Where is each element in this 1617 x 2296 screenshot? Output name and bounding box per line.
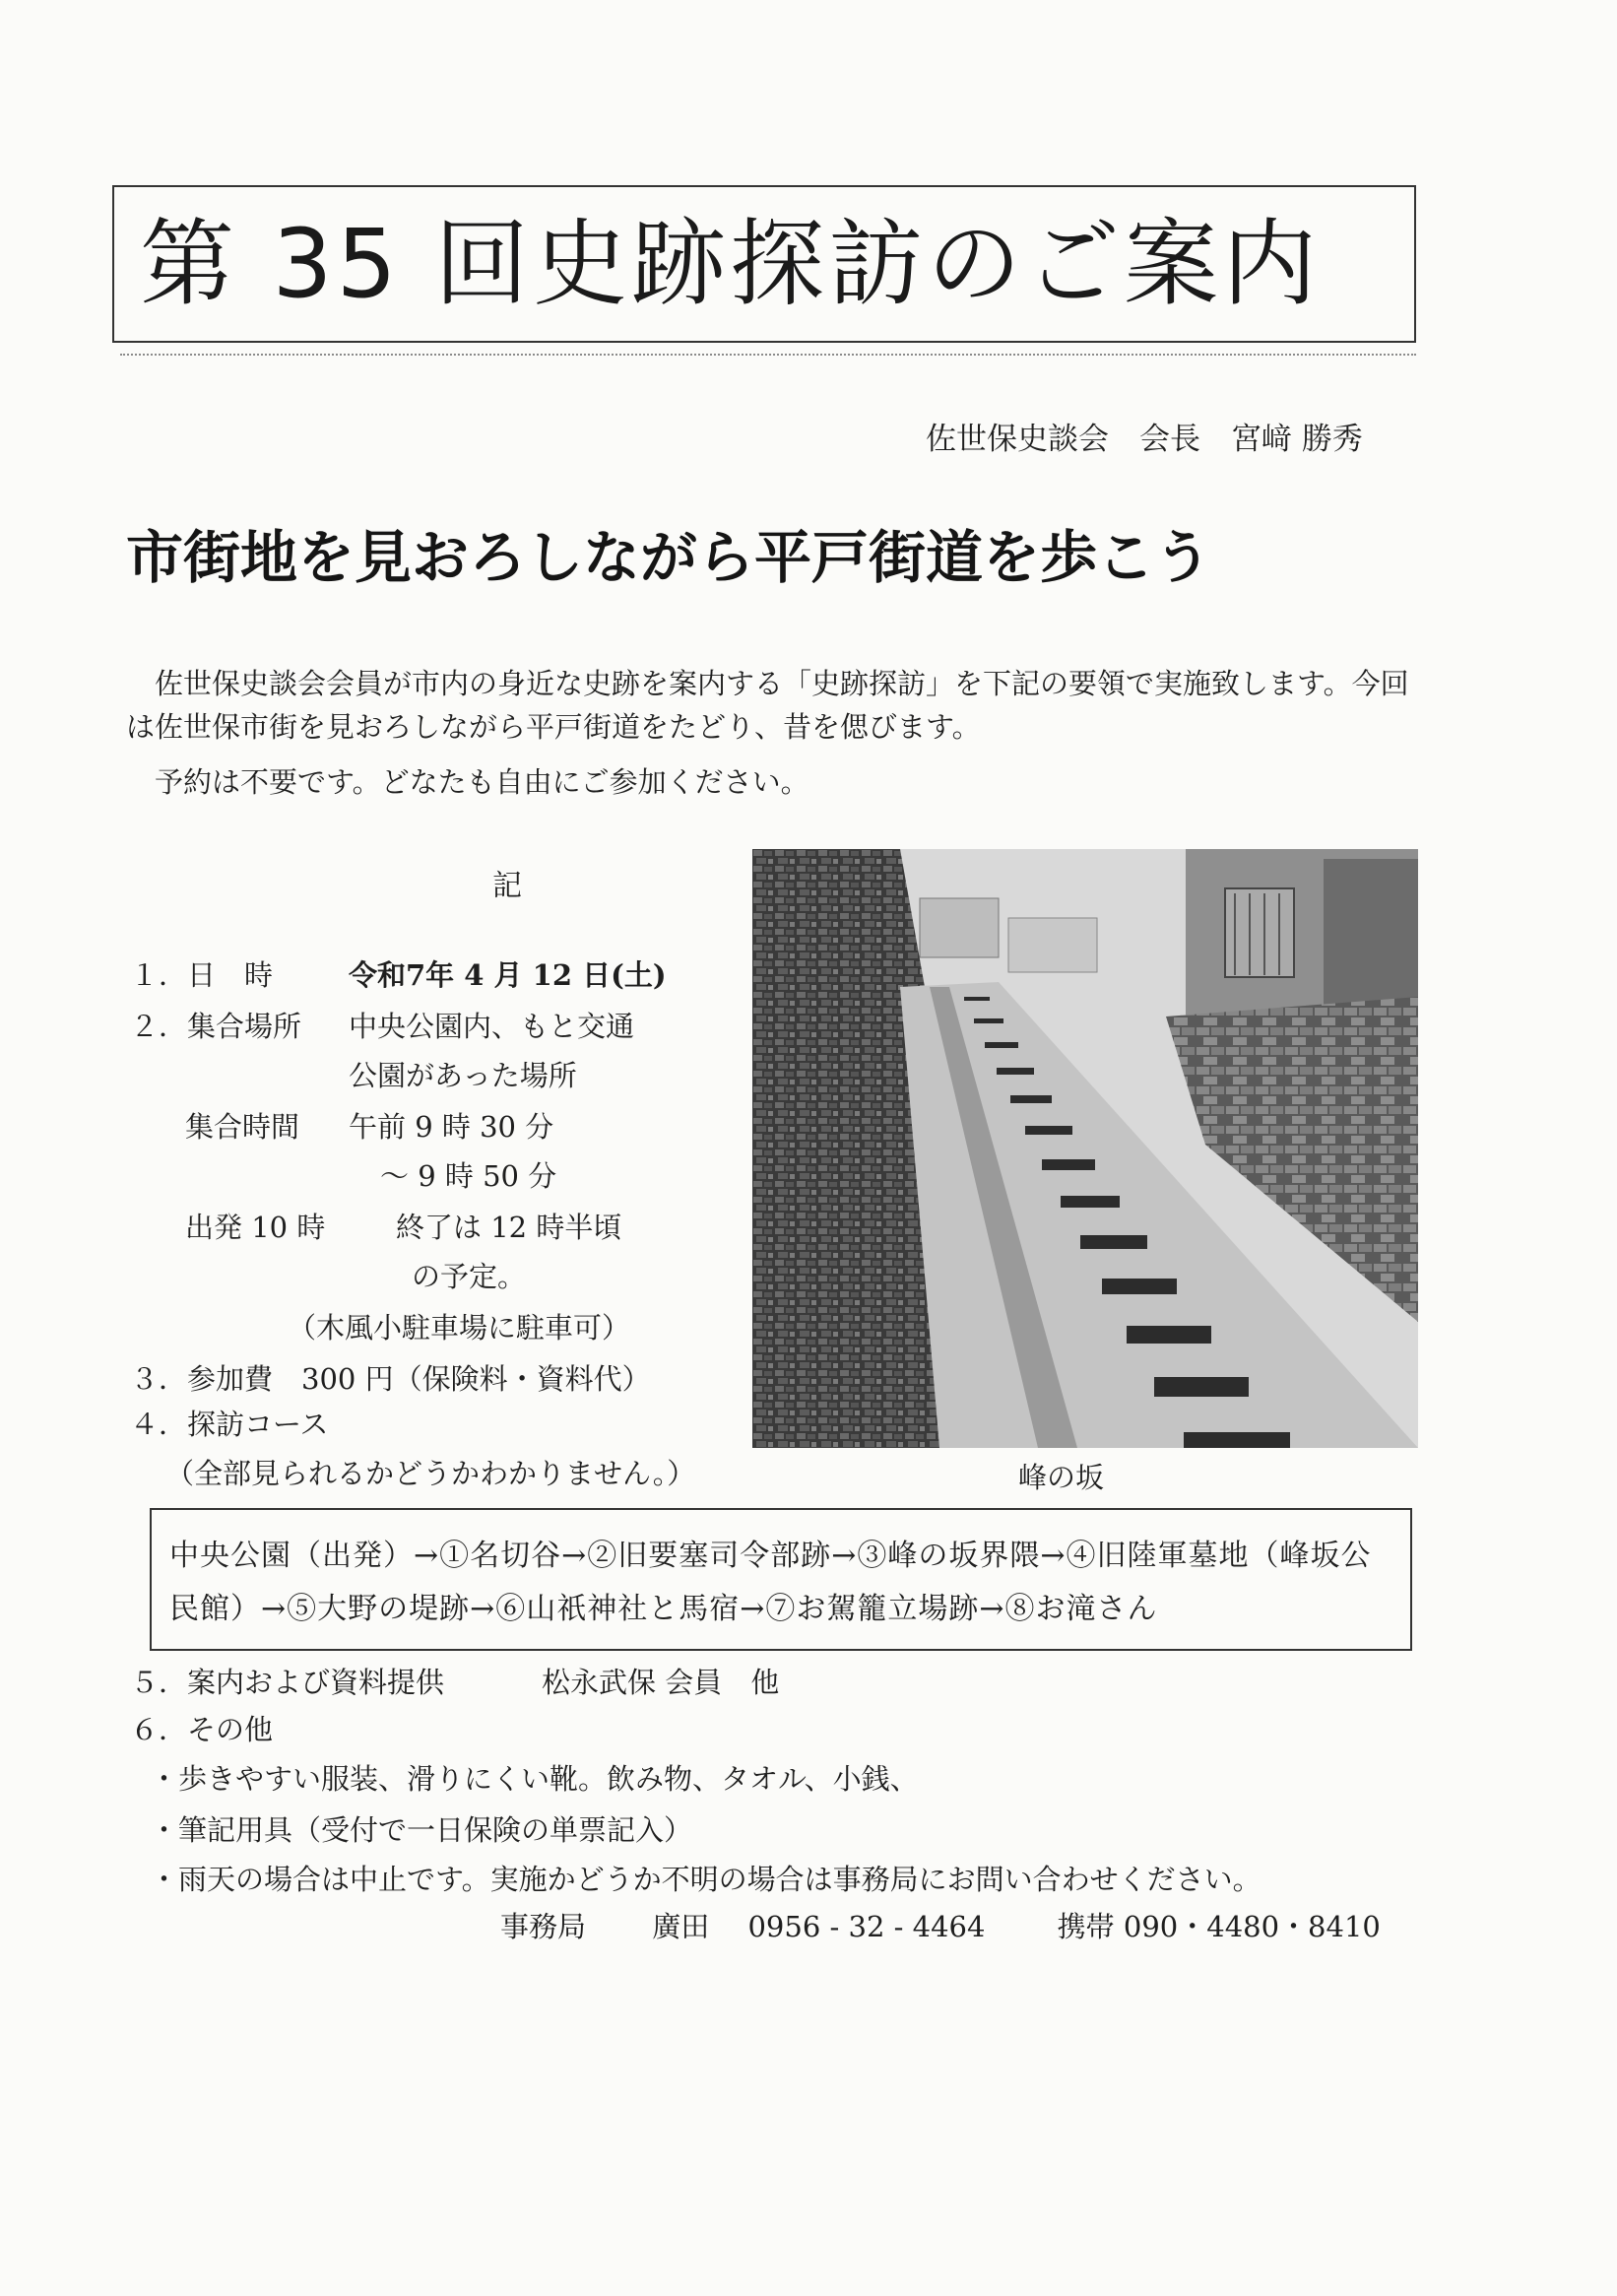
gather-time-value-a: 午前 9 時 30 分	[349, 1110, 554, 1144]
intro-paragraph: 佐世保史談会会員が市内の身近な史跡を案内する「史跡探訪」を下記の要領で実施致します。今回は佐世保市街を見おろしながら平戸街道をたどり、昔を偲びます。	[126, 667, 1409, 744]
route-text: 中央公園（出発）→①名切谷→②旧要塞司令部跡→③峰の坂界隈→④旧陸軍墓地（峰坂公民館）→⑤大野の堤跡→⑥山祇神社と馬宿→⑦お駕籠立場跡→⑧お滝さん	[169, 1539, 1372, 1626]
gather-time-value-b: ～ 9 時 50 分	[380, 1159, 557, 1193]
item6-other: ６．その他	[130, 1713, 274, 1746]
contact-mobile: 携帯 090・4480・8410	[1057, 1910, 1381, 1943]
contact-name: 廣田	[652, 1910, 710, 1943]
item2-label: ２．集合場所	[130, 1010, 302, 1043]
item2-value-b: 公園があった場所	[349, 1059, 577, 1092]
ki-heading: 記	[492, 869, 522, 903]
slope-photo	[752, 849, 1418, 1448]
item2-value-a: 中央公園内、もと交通	[349, 1010, 635, 1043]
contact-line	[500, 1905, 1381, 1948]
route-box	[150, 1508, 1412, 1651]
item3-fee: ３．参加費 300 円（保険料・資料代）	[130, 1362, 651, 1396]
author-line: 佐世保史談会 会長 宮﨑 勝秀	[926, 422, 1363, 457]
intro-note: 予約は不要です。どなたも自由にご参加ください。	[155, 765, 809, 799]
item5-value: 松永武保 会員 他	[542, 1666, 780, 1699]
headline: 市街地を見おろしながら平戸街道を歩こう	[126, 524, 1212, 591]
item1-label: １．日 時	[130, 958, 274, 992]
title-divider	[120, 354, 1416, 356]
page-title: 第 35 回史跡探訪のご案内	[140, 209, 1322, 319]
item4-note: （全部見られるかどうかわかりません。）	[165, 1457, 696, 1490]
parking-note: （木風小駐車場に駐車可）	[288, 1311, 631, 1345]
bullet-writing: ・筆記用具（受付で一日保険の単票記入）	[150, 1813, 693, 1847]
bullet-clothing: ・歩きやすい服装、滑りにくい靴。飲み物、タオル、小銭、	[150, 1762, 919, 1796]
end-time-a: 終了は 12 時半頃	[396, 1211, 622, 1244]
gather-time-label: 集合時間	[185, 1110, 300, 1144]
photo-caption: 峰の坂	[1018, 1461, 1105, 1494]
title-box	[112, 185, 1416, 343]
contact-phone: 0956 - 32 - 4464	[747, 1910, 986, 1943]
bullet-rain: ・雨天の場合は中止です。実施かどうか不明の場合は事務局にお問い合わせください。	[150, 1863, 1261, 1896]
item5-label: ５．案内および資料提供	[130, 1666, 445, 1699]
item1-value: 令和7年 4 月 12 日(土)	[349, 958, 667, 992]
end-time-b: の予定。	[412, 1260, 527, 1293]
depart-time: 出発 10 時	[185, 1211, 326, 1244]
contact-office: 事務局	[500, 1910, 587, 1943]
item4-course: ４．探訪コース	[130, 1408, 329, 1441]
